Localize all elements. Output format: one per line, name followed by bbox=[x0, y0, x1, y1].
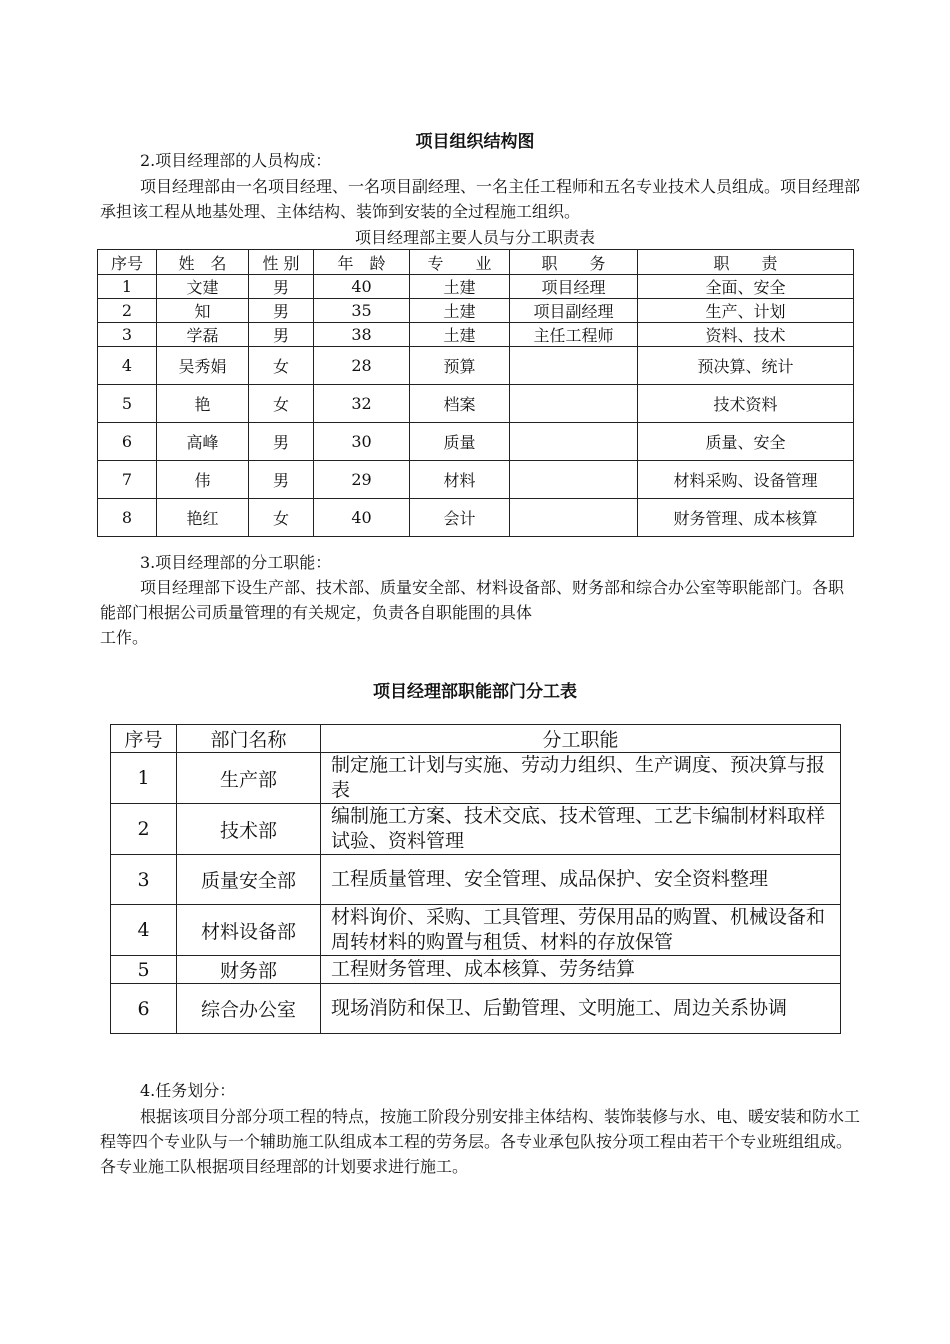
table-cell: 6 bbox=[111, 984, 177, 1034]
table-row bbox=[98, 499, 854, 537]
table-cell: 30 bbox=[314, 423, 410, 461]
table-cell: 艳 bbox=[157, 385, 249, 423]
table-cell: 28 bbox=[314, 347, 410, 385]
table-cell: 项目经理 bbox=[510, 275, 638, 299]
table-cell: 4 bbox=[98, 347, 157, 385]
staff-table bbox=[97, 249, 854, 537]
table-cell: 女 bbox=[249, 347, 314, 385]
table-row bbox=[98, 461, 854, 499]
section-title-department-table: 项目经理部职能部门分工表 bbox=[373, 682, 577, 702]
table-cell: 质量 bbox=[410, 423, 510, 461]
table-cell: 工程质量管理、安全管理、成品保护、安全资料整理 bbox=[321, 855, 841, 905]
table-cell: 男 bbox=[249, 275, 314, 299]
table-cell: 财务部 bbox=[177, 956, 321, 984]
table-cell: 1 bbox=[98, 275, 157, 299]
header-cell: 性 别 bbox=[249, 250, 314, 275]
table-cell: 资料、技术 bbox=[638, 323, 854, 347]
table-cell: 工程财务管理、成本核算、劳务结算 bbox=[321, 956, 841, 984]
table-cell: 预决算、统计 bbox=[638, 347, 854, 385]
table-cell: 技术资料 bbox=[638, 385, 854, 423]
table-cell: 吴秀娟 bbox=[157, 347, 249, 385]
header-cell: 姓 名 bbox=[157, 250, 249, 275]
table-cell: 学磊 bbox=[157, 323, 249, 347]
table-cell: 5 bbox=[111, 956, 177, 984]
table-cell bbox=[510, 423, 638, 461]
table-cell: 6 bbox=[98, 423, 157, 461]
table-row bbox=[98, 423, 854, 461]
table1-caption: 项目经理部主要人员与分工职责表 bbox=[354, 228, 595, 247]
table-cell: 男 bbox=[249, 299, 314, 323]
table-cell: 技术部 bbox=[177, 804, 321, 855]
table-cell: 档案 bbox=[410, 385, 510, 423]
table-header-row bbox=[98, 250, 854, 275]
table-cell: 材料询价、采购、工具管理、劳保用品的购置、机械设备和周转材料的购置与租赁、材料的存放保管 bbox=[321, 905, 841, 956]
table-cell: 质量、安全 bbox=[638, 423, 854, 461]
table-cell: 3 bbox=[111, 855, 177, 905]
table-row bbox=[111, 984, 841, 1034]
table-cell: 35 bbox=[314, 299, 410, 323]
table-cell: 文建 bbox=[157, 275, 249, 299]
table-cell: 土建 bbox=[410, 323, 510, 347]
paragraph-heading-3: 3.项目经理部的分工职能： bbox=[140, 553, 332, 572]
table-row bbox=[111, 855, 841, 905]
table-cell: 编制施工方案、技术交底、技术管理、工艺卡编制材料取样试验、资料管理 bbox=[321, 804, 841, 855]
header-cell: 序号 bbox=[98, 250, 157, 275]
table-row bbox=[98, 323, 854, 347]
table-cell: 材料采购、设备管理 bbox=[638, 461, 854, 499]
paragraph-task-division: 根据该项目分部分项工程的特点，按施工阶段分别安排主体结构、装饰装修与水、电、暖安装和防水工程等四个专业队与一个辅助施工队组成本工程的劳务层。各专业承包队按分项工程由若干个专业班组组成。各专业施工队根据项目经理部的计划要求进行施工。 bbox=[100, 1107, 861, 1176]
paragraph-department-functions: 项目经理部下设生产部、技术部、质量安全部、材料设备部、财务部和综合办公室等职能部门。各职能部门根据公司质量管理的有关规定，负责各自职能围的具体 bbox=[100, 578, 845, 622]
section-title-org-chart: 项目组织结构图 bbox=[415, 132, 535, 152]
header-cell: 部门名称 bbox=[177, 725, 321, 753]
table-cell: 材料设备部 bbox=[177, 905, 321, 956]
table-cell: 女 bbox=[249, 499, 314, 537]
table-cell: 3 bbox=[98, 323, 157, 347]
table-cell: 艳红 bbox=[157, 499, 249, 537]
table-row bbox=[98, 299, 854, 323]
table-cell bbox=[510, 347, 638, 385]
table-cell: 2 bbox=[111, 804, 177, 855]
table-cell: 财务管理、成本核算 bbox=[638, 499, 854, 537]
table-cell: 材料 bbox=[410, 461, 510, 499]
table-cell: 会计 bbox=[410, 499, 510, 537]
paragraph-heading-2: 2.项目经理部的人员构成： bbox=[140, 151, 332, 170]
table-row bbox=[98, 275, 854, 299]
header-cell: 分工职能 bbox=[321, 725, 841, 753]
table-cell: 制定施工计划与实施、劳动力组织、生产调度、预决算与报表 bbox=[321, 753, 841, 804]
table-cell: 32 bbox=[314, 385, 410, 423]
paragraph-department-functions-tail: 工作。 bbox=[100, 628, 149, 647]
table-cell: 7 bbox=[98, 461, 157, 499]
table-cell: 知 bbox=[157, 299, 249, 323]
table-cell: 质量安全部 bbox=[177, 855, 321, 905]
table-cell: 综合办公室 bbox=[177, 984, 321, 1034]
header-cell: 专 业 bbox=[410, 250, 510, 275]
table-cell: 男 bbox=[249, 461, 314, 499]
table-cell: 项目副经理 bbox=[510, 299, 638, 323]
header-cell: 职 务 bbox=[510, 250, 638, 275]
header-cell: 年 龄 bbox=[314, 250, 410, 275]
table-cell bbox=[510, 461, 638, 499]
table-cell: 2 bbox=[98, 299, 157, 323]
header-cell: 职 责 bbox=[638, 250, 854, 275]
table-cell: 4 bbox=[111, 905, 177, 956]
table-cell: 40 bbox=[314, 275, 410, 299]
table-cell: 土建 bbox=[410, 275, 510, 299]
paragraph-staff-composition: 项目经理部由一名项目经理、一名项目副经理、一名主任工程师和五名专业技术人员组成。项目经理部承担该工程从地基处理、主体结构、装饰到安装的全过程施工组织。 bbox=[100, 177, 861, 221]
table-cell: 女 bbox=[249, 385, 314, 423]
table-row bbox=[111, 804, 841, 855]
table-cell: 预算 bbox=[410, 347, 510, 385]
department-table bbox=[110, 724, 841, 1034]
table-row bbox=[98, 347, 854, 385]
header-cell: 序号 bbox=[111, 725, 177, 753]
table-header-row bbox=[111, 725, 841, 753]
table-row bbox=[111, 753, 841, 804]
table-cell: 伟 bbox=[157, 461, 249, 499]
table-cell bbox=[510, 499, 638, 537]
table-cell: 全面、安全 bbox=[638, 275, 854, 299]
table-cell: 男 bbox=[249, 323, 314, 347]
table-cell: 5 bbox=[98, 385, 157, 423]
table-row bbox=[98, 385, 854, 423]
table-cell: 男 bbox=[249, 423, 314, 461]
table-cell: 高峰 bbox=[157, 423, 249, 461]
table-cell: 生产、计划 bbox=[638, 299, 854, 323]
table-cell: 29 bbox=[314, 461, 410, 499]
table-cell: 40 bbox=[314, 499, 410, 537]
table-cell: 38 bbox=[314, 323, 410, 347]
table-cell bbox=[510, 385, 638, 423]
table-cell: 现场消防和保卫、后勤管理、文明施工、周边关系协调 bbox=[321, 984, 841, 1034]
table-row bbox=[111, 905, 841, 956]
table-cell: 土建 bbox=[410, 299, 510, 323]
table-row bbox=[111, 956, 841, 984]
table-cell: 1 bbox=[111, 753, 177, 804]
paragraph-heading-4: 4.任务划分： bbox=[140, 1081, 236, 1100]
table-cell: 主任工程师 bbox=[510, 323, 638, 347]
table-cell: 生产部 bbox=[177, 753, 321, 804]
table-cell: 8 bbox=[98, 499, 157, 537]
